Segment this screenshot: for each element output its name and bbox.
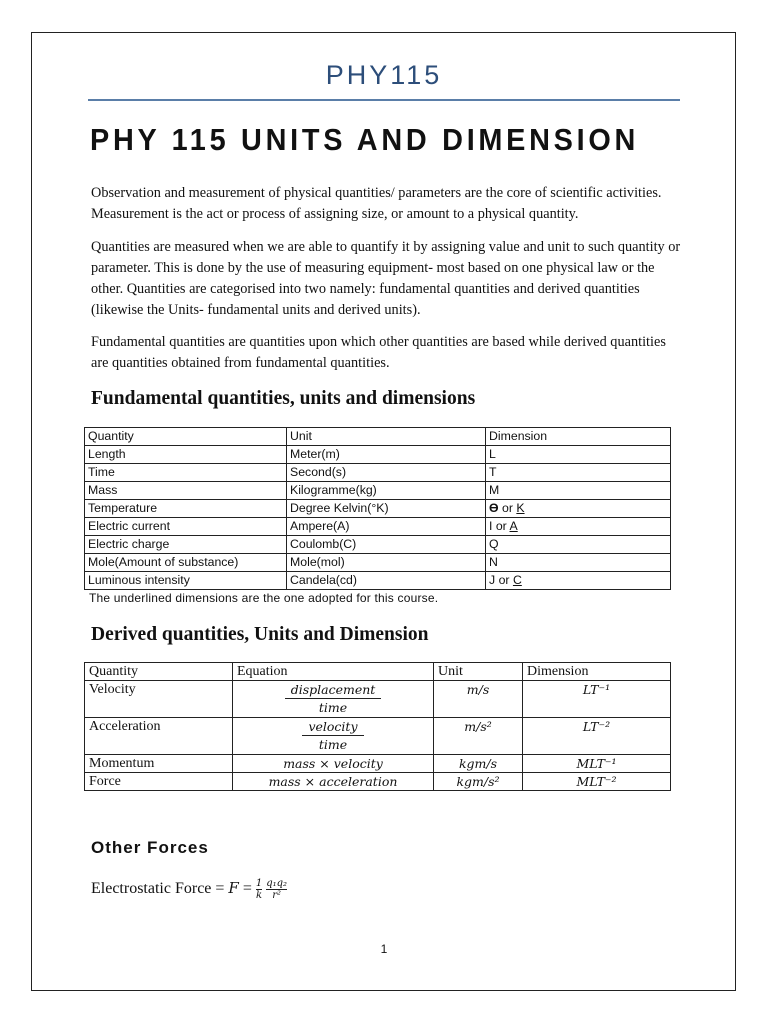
document-header: PHY115 [325, 60, 443, 90]
document-title: PHY 115 UNITS AND DIMENSION [90, 122, 640, 157]
dimension-cell [486, 536, 671, 554]
table-header-row [85, 663, 671, 681]
table-row [85, 681, 671, 718]
table-row [85, 755, 671, 773]
dimension-or: or [492, 519, 510, 533]
fraction-denominator: time [318, 737, 348, 752]
unit-cell: m/s² [434, 718, 523, 755]
quantity-cell: Mole(Amount of substance) [85, 554, 287, 572]
dimension-cell: LT⁻¹ [523, 681, 671, 718]
dimension-symbol: T [489, 465, 497, 479]
unit-cell: Kilogramme(kg) [287, 482, 486, 500]
quantity-cell: Velocity [85, 681, 233, 718]
table-row [85, 482, 671, 500]
fraction-numerator: velocity [302, 718, 363, 736]
fraction-numerator: 1 [255, 878, 263, 889]
table-note: The underlined dimensions are the one adopted for this course. [89, 591, 439, 605]
quantity-cell: Momentum [85, 755, 233, 773]
dimension-or: or [495, 573, 513, 587]
header-cell: Dimension [486, 428, 671, 446]
header-cell: Equation [233, 663, 434, 681]
table-row [85, 572, 671, 590]
dimension-symbol: I [489, 519, 493, 533]
quantity-cell: Acceleration [85, 718, 233, 755]
dimension-or: or [498, 501, 517, 515]
dimension-symbol: ϴ [489, 501, 499, 515]
equation-fraction [302, 718, 363, 754]
unit-cell: kgm/s² [434, 773, 523, 791]
formula-lhs: F [228, 879, 239, 898]
quantity-cell: Electric current [85, 518, 287, 536]
quantity-cell: Mass [85, 482, 287, 500]
dimension-symbol: Q [489, 537, 499, 551]
equation-label: Electrostatic Force = [91, 880, 229, 898]
table-header-row [85, 428, 671, 446]
table-row [85, 518, 671, 536]
fraction-charges-over-r [266, 878, 287, 901]
table-row [85, 718, 671, 755]
dimension-cell [486, 554, 671, 572]
table-row [85, 773, 671, 791]
derived-heading: Derived quantities, Units and Dimension [91, 624, 429, 645]
other-forces-heading: Other Forces [91, 838, 209, 857]
header-cell: Unit [287, 428, 486, 446]
dimension-symbol: L [489, 447, 496, 461]
dimension-cell: MLT⁻¹ [523, 755, 671, 773]
dimension-cell [486, 482, 671, 500]
dimension-symbol: J [489, 573, 496, 587]
unit-cell: Ampere(A) [287, 518, 486, 536]
unit-cell: kgm/s [434, 755, 523, 773]
dimension-cell [486, 464, 671, 482]
electrostatic-equation [91, 878, 287, 901]
fraction-denominator: r² [272, 890, 282, 901]
header-cell: Dimension [523, 663, 671, 681]
fraction-denominator: k [256, 890, 263, 901]
dimension-symbol: N [489, 555, 498, 569]
quantity-cell: Luminous intensity [85, 572, 287, 590]
definition-paragraph: Fundamental quantities are quantities upon which other quantities are based while derived quantities are quantities obtained from fundamental quantities. [91, 334, 666, 371]
unit-cell: Degree Kelvin(°K) [287, 500, 486, 518]
table-row [85, 446, 671, 464]
dimension-cell [486, 572, 671, 590]
dimension-adopted: A [509, 519, 518, 533]
intro-paragraph: Observation and measurement of physical quantities/ parameters are the core of scientific activities. Measurement is the act or process of assigning size, or amount to a physical quantity. [91, 185, 662, 222]
unit-cell: Mole(mol) [287, 554, 486, 572]
header-cell: Quantity [85, 428, 287, 446]
fundamental-table [84, 427, 671, 590]
table-row [85, 500, 671, 518]
equation-cell: mass × acceleration [233, 773, 434, 791]
formula-equals: = [238, 880, 256, 898]
dimension-cell: MLT⁻² [523, 773, 671, 791]
fraction-numerator: displacement [285, 681, 382, 699]
header-cell: Unit [434, 663, 523, 681]
unit-cell: Meter(m) [287, 446, 486, 464]
dimension-adopted: C [512, 573, 522, 587]
table-row [85, 554, 671, 572]
fundamental-heading: Fundamental quantities, units and dimensions [91, 388, 476, 409]
equation-fraction [285, 681, 382, 717]
fraction-one-over-k [256, 878, 262, 901]
dimension-adopted: K [516, 501, 525, 515]
unit-cell: m/s [434, 681, 523, 718]
page-number: 1 [380, 942, 388, 956]
quantity-cell: Time [85, 464, 287, 482]
dimension-cell [486, 518, 671, 536]
unit-cell: Candela(cd) [287, 572, 486, 590]
equation-cell: mass × velocity [233, 755, 434, 773]
fraction-numerator: q₁q₂ [266, 878, 288, 889]
dimension-cell [486, 500, 671, 518]
equation-cell [233, 681, 434, 718]
derived-table [84, 662, 671, 791]
equation-cell [233, 718, 434, 755]
table-row [85, 536, 671, 554]
table-row [85, 464, 671, 482]
dimension-cell [486, 446, 671, 464]
quantity-cell: Length [85, 446, 287, 464]
header-rule [88, 99, 680, 101]
unit-cell: Coulomb(C) [287, 536, 486, 554]
fraction-denominator: time [318, 700, 348, 715]
quantity-cell: Force [85, 773, 233, 791]
quantities-paragraph: Quantities are measured when we are able to quantify it by assigning value and unit to such quantity or parameter. This is done by the use of measuring equipment- most based on one physical law or the other. Quantities are categorised into two namely: fundamental quantities and derived quantities (likewise the Units- fundamental units and derived units). [91, 239, 681, 318]
header-cell: Quantity [85, 663, 233, 681]
unit-cell: Second(s) [287, 464, 486, 482]
quantity-cell: Temperature [85, 500, 287, 518]
dimension-symbol: M [489, 483, 500, 497]
dimension-cell: LT⁻² [523, 718, 671, 755]
quantity-cell: Electric charge [85, 536, 287, 554]
